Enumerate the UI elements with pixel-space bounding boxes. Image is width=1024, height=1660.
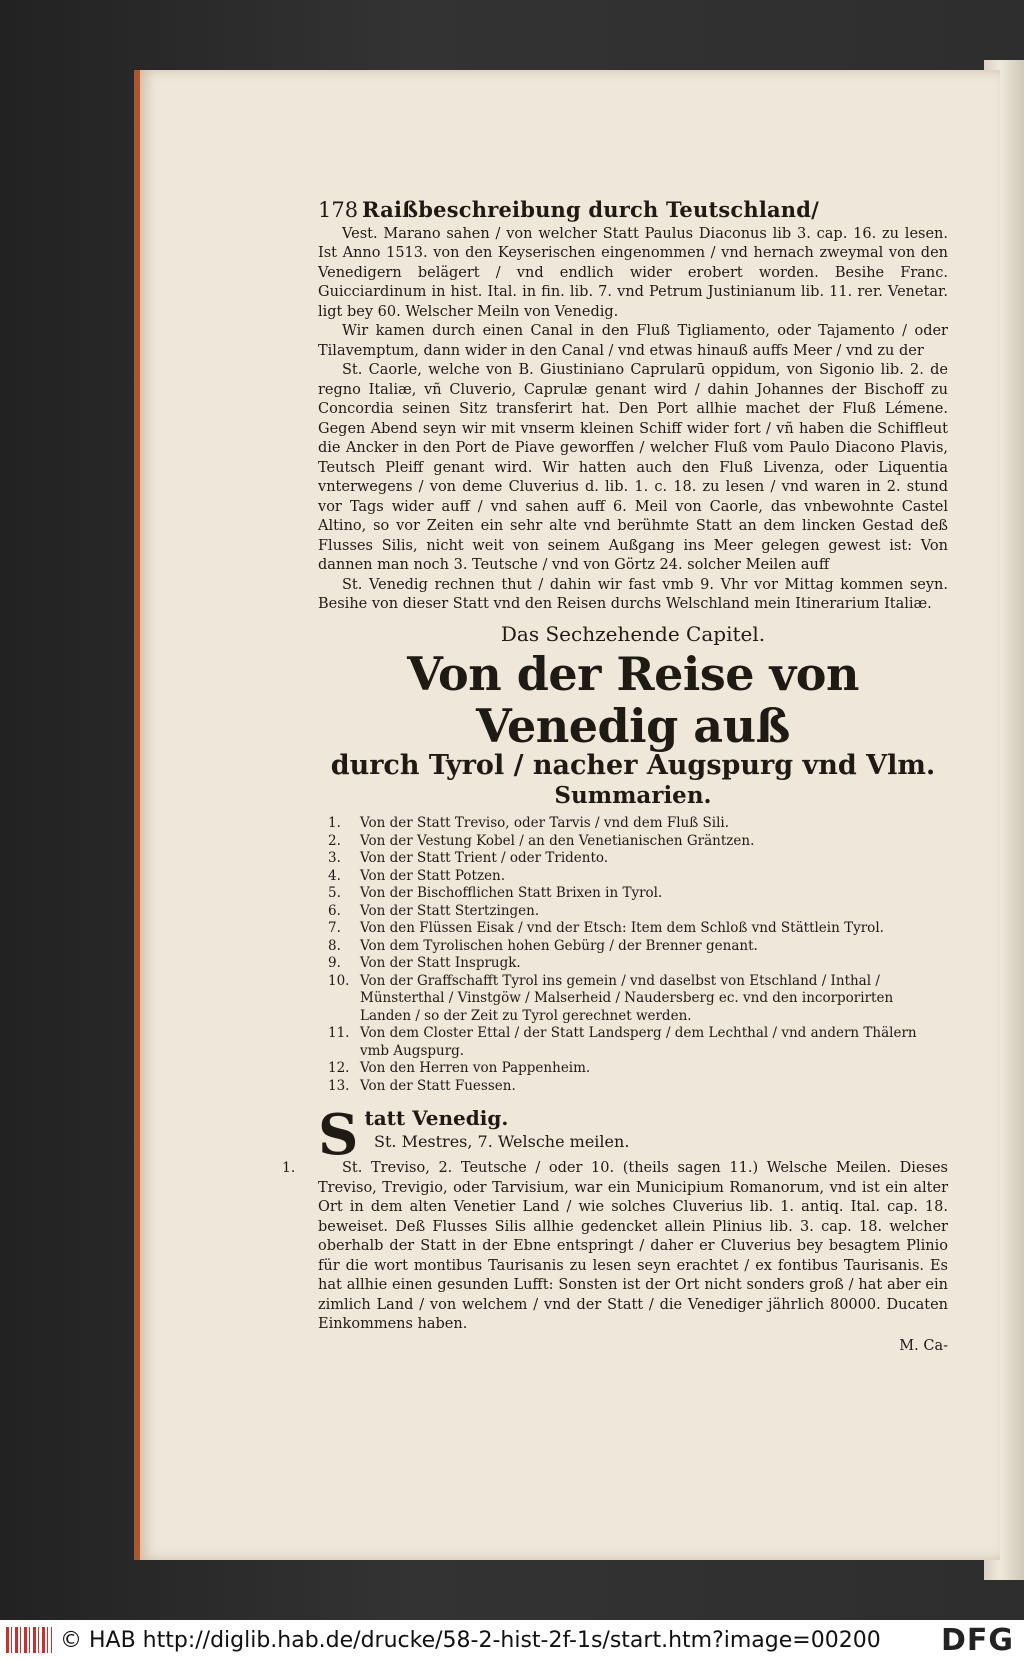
summary-item	[318, 868, 948, 886]
summary-heading: Summarien.	[554, 781, 712, 809]
summary-number: 12.	[328, 1060, 350, 1076]
summary-text: Von den Flüssen Eisak / vnd der Etsch: Item dem Schloß vnd Stättlein Tyrol.	[360, 920, 884, 936]
catchword: M. Ca-	[899, 1337, 948, 1354]
summary-item	[318, 885, 948, 903]
paragraph-venedig: St. Venedig rechnen thut / dahin wir fast vmb 9. Vhr vor Mittag kommen seyn. Besihe von dieser Statt vnd den Reisen durchs Welschland mein Itinerarium Italiæ.	[318, 576, 948, 612]
paragraph-caorle: St. Caorle, welche von B. Giustiniano Caprularū oppidum, von Sigonio lib. 2. de regno Italiæ, vñ Cluverio, Caprulæ genant wird / dahin Johannes der Bischoff zu Concordia seinen Sitz transferirt hat. Den Port allhie machet der Fluß Lémene. Gegen Abend seyn wir mit vnserm kleinen Schiff wider fort / vñ haben die Schiffleut die Ancker in den Port de Piave geworffen / welcher Fluß vom Paulo Diacono Plavis, Teutsch Pleiff genant wird. Wir hatten auch den Fluß Livenza, oder Liquentia vnterwegens / von deme Cluverius d. lib. 1. c. 18. zu lesen / vnd waren in 2. stund vor Tags wider auff / vnd sahen auff 6. Meil von Caorle, das vnbewohnte Castel Altino, so vor Zeiten ein sehr alte vnd berühmte Statt an dem lincken Gestad deß Flusses Silis, nicht weit von seinem Außgang ins Meer gelegen gewest ist: Von dannen man noch 3. Teutsche / vnd von Görtz 24. solcher Meilen auff	[318, 362, 948, 573]
margin-number: 1.	[282, 1160, 296, 1176]
summary-number: 13.	[328, 1077, 350, 1094]
chapter-subtitle: durch Tyrol / nacher Augspurg vnd Vlm.	[330, 750, 936, 781]
summary-text: Von den Herren von Pappenheim.	[360, 1060, 591, 1076]
summary-number: 5.	[328, 885, 341, 901]
page-number: 178	[318, 198, 359, 222]
barcode-icon	[6, 1627, 52, 1653]
chapter-title: Von der Reise von Venedig auß	[407, 647, 859, 753]
running-head: Raißbeschreibung durch Teutschland/	[362, 197, 820, 222]
paragraph-tigliamento: Wir kamen durch einen Canal in den Fluß Tigliamento, oder Tajamento / oder Tilavemptum, dann wider in den Canal / vnd etwas hinauß auffs Meer / vnd zu der	[318, 323, 948, 359]
summary-number: 1.	[328, 815, 341, 831]
footer-bar	[0, 1620, 1024, 1660]
dfg-logo: DFG	[940, 1622, 1014, 1658]
summary-number: 6.	[328, 902, 341, 919]
page-content	[282, 197, 948, 1356]
stop-mestres: St. Mestres, 7. Welsche meilen.	[374, 1131, 630, 1151]
summary-item	[318, 833, 948, 851]
summary-number: 2.	[328, 832, 341, 849]
paragraph-marano: Vest. Marano sahen / von welcher Statt Paulus Diaconus lib 3. cap. 16. zu lesen. Ist Anno 1513. von den Keyserischen eingenommen / vnd hernach zweymal von den Venedigern belägert / vnd endlich wider erobert worden. Besihe Franc. Guicciardinum in hist. Ital. in fin. lib. 7. vnd Petrum Justinianum lib. 11. rer. Venetar. ligt bey 60. Welscher Meiln von Venedig.	[318, 225, 948, 320]
summary-number: 4.	[328, 867, 341, 884]
summary-text: Von der Vestung Kobel / an den Venetianischen Gräntzen.	[360, 832, 755, 849]
summary-text: Von der Statt Trient / oder Tridento.	[360, 850, 609, 866]
footer-url[interactable]: © HAB http://diglib.hab.de/drucke/58-2-hist-2f-1s/start.htm?image=00200	[60, 1627, 881, 1653]
summary-number: 7.	[328, 920, 341, 936]
treviso-block	[282, 1159, 948, 1335]
summary-text: Von dem Tyrolischen hohen Gebürg / der Brenner genant.	[360, 937, 758, 954]
summary-number: 9.	[328, 955, 341, 971]
summary-item	[318, 850, 948, 868]
summary-item	[318, 903, 948, 921]
summary-item	[318, 938, 948, 956]
summary-text: Von der Statt Fuessen.	[360, 1077, 516, 1094]
summary-item	[318, 973, 948, 1026]
summary-list	[318, 815, 948, 1095]
summary-item	[318, 815, 948, 833]
page-header	[318, 197, 948, 222]
summary-number: 8.	[328, 937, 341, 954]
summary-number: 3.	[328, 850, 341, 866]
summary-item	[318, 1078, 948, 1096]
summary-text: Von der Statt Insprugk.	[360, 955, 521, 971]
drop-cap: S	[318, 1102, 359, 1168]
summary-text: Von der Graffschafft Tyrol ins gemein / vnd daselbst von Etschland / Inthal / Münsterthal / Vinstgöw / Malserheid / Naudersberg ec. vnd den incorporirten Landen / so der Zeit zu Tyrol gerechnet werden.	[360, 972, 894, 1024]
chapter-label: Das Sechzehende Capitel.	[500, 621, 766, 646]
summary-text: Von der Statt Potzen.	[360, 867, 506, 884]
summary-number: 10.	[328, 972, 350, 989]
summary-text: Von der Statt Treviso, oder Tarvis / vnd dem Fluß Sili.	[360, 815, 730, 831]
summary-item	[318, 920, 948, 938]
summary-number: 11.	[328, 1025, 350, 1041]
summary-text: Von dem Closter Ettal / der Statt Landsperg / dem Lechthal / vnd andern Thälern vmb Augspurg.	[360, 1025, 917, 1059]
paragraph-treviso: St. Treviso, 2. Teutsche / oder 10. (theils sagen 11.) Welsche Meilen. Dieses Treviso, Trevigio, oder Tarvisium, war ein Municipium Romanorum, vnd ist ein alter Ort in dem alten Venetier Land / wie solches Cluverius lib. 1. antiq. Ital. cap. 18. beweiset. Deß Flusses Silis allhie gedencket allein Plinius lib. 3. cap. 18. welcher oberhalb der Statt in der Ebne entspringt / daher er Cluverius bey besagtem Plinio für die wort montibus Taurisanis zu lesen seyn erachtet / ex fontibus Taurisanis. Es hat allhie einen gesunden Lufft: Sonsten ist der Ort nicht sonders groß / hat aber ein zimlich Land / von welchem / vnd der Statt / die Venediger jährlich 80000. Ducaten Einkommens haben.	[318, 1160, 948, 1332]
summary-item	[318, 1025, 948, 1060]
summary-item	[318, 1060, 948, 1078]
venice-section	[282, 1102, 948, 1356]
summary-text: Von der Bischofflichen Statt Brixen in Tyrol.	[360, 885, 663, 901]
venice-title: tatt Venedig.	[364, 1106, 509, 1130]
summary-text: Von der Statt Stertzingen.	[360, 902, 540, 919]
summary-item	[318, 955, 948, 973]
